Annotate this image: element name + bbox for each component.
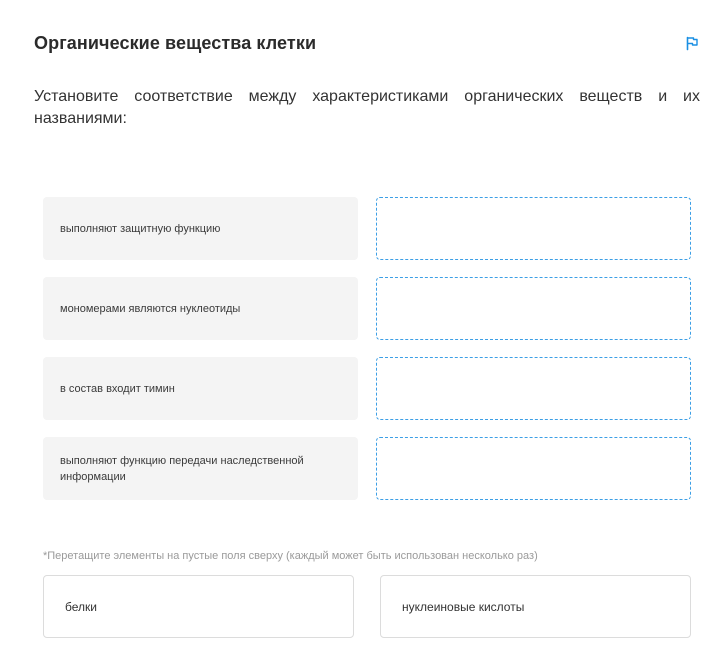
characteristic-card: в состав входит тимин (43, 357, 358, 420)
task-title: Органические вещества клетки (34, 32, 317, 53)
matching-row (43, 197, 691, 260)
drop-zone[interactable] (376, 197, 691, 260)
drop-zone[interactable] (376, 357, 691, 420)
matching-rows (43, 197, 691, 517)
characteristic-card: мономерами являются нуклеотиды (43, 277, 358, 340)
option-proteins[interactable]: белки (43, 575, 354, 638)
draggable-options (43, 575, 691, 638)
task-header (34, 30, 700, 56)
characteristic-card: выполняют защитную функцию (43, 197, 358, 260)
drop-zone[interactable] (376, 437, 691, 500)
drop-zone[interactable] (376, 277, 691, 340)
flag-icon[interactable] (684, 35, 700, 51)
task-instruction: Установите соответствие между характеристиками органических веществ и их названиями: (34, 88, 700, 127)
matching-row (43, 357, 691, 420)
drag-hint: *Перетащите элементы на пустые поля сверху (каждый может быть использован несколько раз) (43, 550, 538, 562)
option-nucleic-acids[interactable]: нуклеиновые кислоты (380, 575, 691, 638)
characteristic-card: выполняют функцию передачи наследственной информации (43, 437, 358, 500)
matching-row (43, 277, 691, 340)
matching-row (43, 437, 691, 500)
